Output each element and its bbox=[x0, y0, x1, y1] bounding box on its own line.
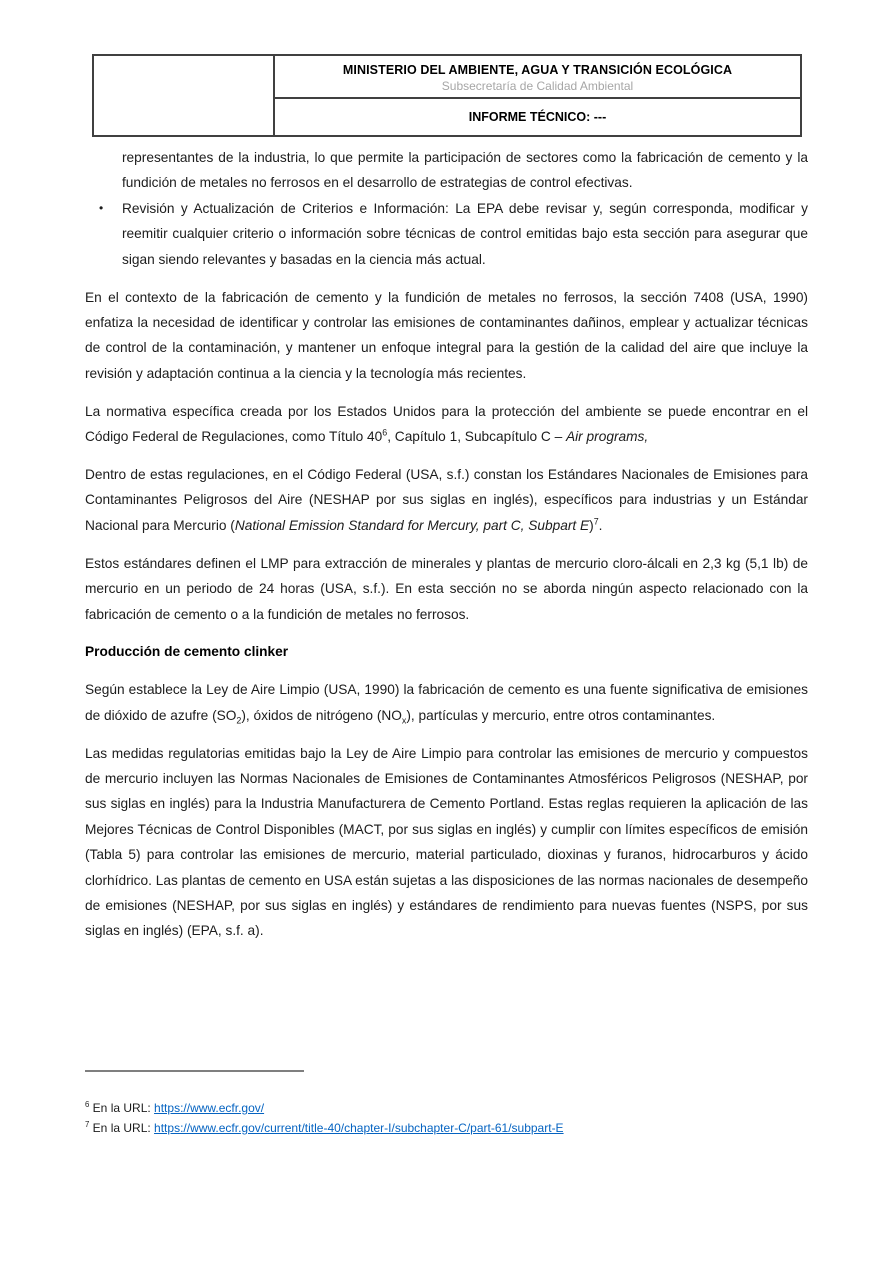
footnote-6-link[interactable]: https://www.ecfr.gov/ bbox=[154, 1101, 265, 1115]
text-run: . bbox=[598, 517, 603, 533]
footnote-7-label: En la URL: bbox=[89, 1121, 155, 1135]
footnote-area bbox=[85, 1070, 808, 1138]
logo-cell bbox=[94, 56, 275, 135]
ministry-title: MINISTERIO DEL AMBIENTE, AGUA Y TRANSICIÓN ECOLÓGICA bbox=[342, 62, 733, 77]
document-body bbox=[85, 145, 808, 956]
report-title: INFORME TÉCNICO: --- bbox=[468, 110, 607, 124]
footnote-7-link[interactable]: https://www.ecfr.gov/current/title-40/chapter-I/subchapter-C/part-61/subpart-E bbox=[154, 1121, 564, 1135]
paragraph-estandares: Estos estándares definen el LMP para extracción de minerales y plantas de mercurio cloro-álcali en 2,3 kg (5,1 lb) de mercurio en un periodo de 24 horas (USA, s.f.). En esta sección no se aborda ningún aspecto relacionado con la fabricación de cemento o a la fundición de metales no ferrosos. bbox=[85, 555, 808, 622]
text-run: , Capítulo 1, Subcapítulo C – bbox=[387, 429, 567, 445]
bullet-item bbox=[85, 196, 808, 272]
footnote-6-label: En la URL: bbox=[89, 1101, 155, 1115]
italic-run: Air programs, bbox=[566, 429, 649, 445]
paragraph-normativa bbox=[85, 399, 808, 450]
footnote-ref-6: 6 bbox=[382, 427, 388, 438]
subscript-nox: x bbox=[401, 715, 407, 726]
subscript-so2: 2 bbox=[236, 715, 242, 726]
italic-run: National Emission Standard for Mercury, part C, Subpart E bbox=[234, 517, 590, 533]
text-run: Según establece la Ley de Aire Limpio (USA, 1990) la fabricación de cemento es una fuente significativa de emisiones de dióxido de azufre (SO bbox=[85, 682, 808, 723]
footnote-6 bbox=[85, 1098, 808, 1118]
footnote-separator bbox=[85, 1070, 304, 1072]
bullet-icon: • bbox=[99, 200, 104, 215]
section-heading-clinker: Producción de cemento clinker bbox=[85, 644, 289, 660]
subsecretary-subtitle: Subsecretaría de Calidad Ambiental bbox=[441, 78, 634, 93]
text-run: ), partículas y mercurio, entre otros contaminantes. bbox=[406, 707, 716, 723]
paragraph-regulaciones bbox=[85, 462, 808, 538]
paragraph-medidas-regulatorias: Las medidas regulatorias emitidas bajo la Ley de Aire Limpio para controlar las emisiones de mercurio y compuestos de mercurio incluyen las Normas Nacionales de Emisiones de Contaminantes Atmosféricos Peligrosos (NESHAP, por sus siglas en inglés) para la Industria Manufacturera de Cemento Portland. Estas reglas requieren la aplicación de las Mejores Técnicas de Control Disponibles (MACT, por sus siglas en inglés) y cumplir con límites específicos de emisión (Tabla 5) para controlar las emisiones de mercurio, material particulado, dioxinas y furanos, hidrocarburos y ácido clorhídrico. Las plantas de cemento en USA están sujetas a las disposiciones de las normas nacionales de desempeño de emisiones (NESHAP, por sus siglas en inglés) y estándares de rendimiento para nuevas fuentes (NSPS, por sus siglas en inglés) (EPA, s.f. a). bbox=[85, 745, 808, 939]
text-run: Dentro de estas regulaciones, en el Código Federal (USA, s.f.) constan los Estándares Nacionales de Emisiones para Contaminantes Peligrosos del Aire (NESHAP por sus siglas en inglés), específicos para industrias y un Estándar Nacional para Mercurio ( bbox=[85, 466, 808, 533]
header-report-row bbox=[275, 99, 800, 135]
text-run: ), óxidos de nitrógeno (NO bbox=[241, 707, 402, 723]
bullet-item-continuation: representantes de la industria, lo que permite la participación de sectores como la fabricación de cemento y la fundición de metales no ferrosos en el desarrollo de estrategias de control efectivas. bbox=[122, 150, 808, 191]
footnote-6-number: 6 bbox=[85, 1100, 90, 1109]
bullet-item-text: Revisión y Actualización de Criterios e Información: La EPA debe revisar y, según corresponda, modificar y reemitir cualquier criterio o información sobre técnicas de control emitidas bajo esta sección para asegurar que sigan siendo relevantes y basadas en la ciencia más actual. bbox=[122, 200, 808, 267]
header-title-row bbox=[275, 56, 800, 99]
text-run: La normativa específica creada por los Estados Unidos para la protección del ambiente se puede encontrar en el Código Federal de Regulaciones, como Título 40 bbox=[85, 403, 808, 445]
text-run: ) bbox=[589, 517, 594, 533]
footnote-7-number: 7 bbox=[85, 1120, 90, 1129]
footnote-7 bbox=[85, 1118, 808, 1138]
header-right-column bbox=[275, 56, 800, 135]
footnote-ref-7: 7 bbox=[593, 516, 599, 527]
paragraph-ley-aire-limpio bbox=[85, 677, 808, 728]
paragraph-contexto: En el contexto de la fabricación de cemento y la fundición de metales no ferrosos, la sección 7408 (USA, 1990) enfatiza la necesidad de identificar y controlar las emisiones de contaminantes dañinos, emplear y actualizar técnicas de control de la contaminación, y mantener un enfoque integral para la gestión de la calidad del aire que incluye la revisión y adaptación continua a la ciencia y la tecnología más recientes. bbox=[85, 289, 808, 381]
header-table bbox=[92, 54, 802, 137]
